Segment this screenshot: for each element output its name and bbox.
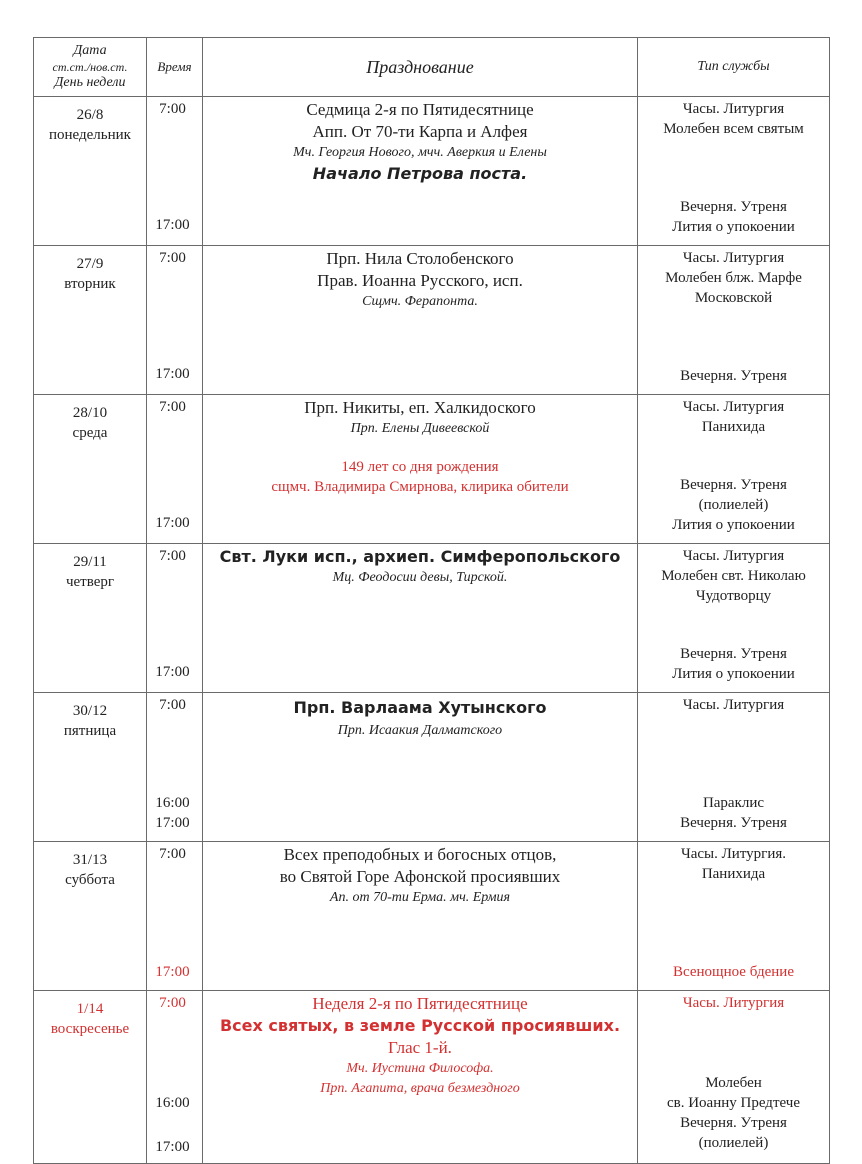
celebration-cell — [203, 991, 638, 1164]
celebration-cell — [203, 246, 638, 395]
celebration-line: Апп. От 70-ти Карпа и Алфея — [312, 122, 528, 141]
time: 17:00 — [155, 515, 190, 531]
service-line: Вечерня. Утреня — [680, 199, 787, 215]
time: 17:00 — [155, 815, 190, 831]
service-cell — [638, 395, 830, 544]
time: 17:00 — [155, 964, 190, 980]
weekday: вторник — [64, 276, 116, 292]
weekday: воскресенье — [50, 1021, 130, 1037]
time: 17:00 — [155, 366, 190, 382]
time-cell — [147, 991, 203, 1164]
schedule-table — [33, 37, 830, 1164]
celebration-line: Ап. от 70-ти Ерма. мч. Ермия — [329, 890, 511, 905]
time: 7:00 — [159, 399, 186, 415]
celebration-line: Свт. Луки исп., архиеп. Симферопольского — [219, 547, 621, 566]
celebration-line: Седмица 2-я по Пятидесятнице — [306, 100, 534, 119]
weekday: пятница — [63, 723, 117, 739]
date: 26/8 — [76, 107, 104, 123]
header-date — [34, 38, 147, 97]
table-row — [34, 544, 830, 693]
date: 31/13 — [72, 852, 108, 868]
service-line: Лития о упокоении — [672, 219, 795, 235]
time-cell — [147, 544, 203, 693]
service-line: (полиелей) — [698, 497, 769, 513]
time: 7:00 — [159, 995, 186, 1011]
celebration-cell — [203, 97, 638, 246]
table-row — [34, 395, 830, 544]
celebration-line: 149 лет со дня рождения — [341, 459, 499, 475]
header-date-line1: Дата — [73, 43, 107, 58]
table-row — [34, 693, 830, 842]
time: 17:00 — [155, 664, 190, 680]
service-line: Часы. Литургия — [682, 399, 785, 415]
table-row — [34, 97, 830, 246]
date-cell — [34, 544, 147, 693]
service-line: Молебен — [705, 1075, 762, 1091]
celebration-line: Прп. Нила Столобенского — [326, 249, 514, 268]
date: 30/12 — [72, 703, 108, 719]
celebration-line: Неделя 2-я по Пятидесятнице — [312, 994, 528, 1013]
celebration-line: Прп. Елены Дивеевской — [350, 421, 490, 436]
time: 17:00 — [155, 217, 190, 233]
service-line: Всенощное бдение — [673, 964, 794, 980]
date-cell — [34, 842, 147, 991]
celebration-line: Прп. Исаакия Далматского — [337, 723, 503, 738]
service-line: Вечерня. Утреня — [680, 815, 787, 831]
time: 7:00 — [159, 548, 186, 564]
celebration-cell — [203, 544, 638, 693]
time: 16:00 — [155, 795, 190, 811]
service-line: Вечерня. Утреня — [680, 646, 787, 662]
service-line: Молебен свт. Николаю — [661, 568, 806, 584]
service-line: Молебен всем святым — [663, 121, 804, 137]
service-line: Часы. Литургия — [682, 548, 785, 564]
time: 17:00 — [155, 1139, 190, 1155]
celebration-cell — [203, 395, 638, 544]
service-cell — [638, 693, 830, 842]
service-line: Панихида — [701, 419, 766, 435]
header-date-line3: День недели — [54, 75, 126, 90]
header-service-type: Тип службы — [638, 38, 830, 97]
service-line: Часы. Литургия — [682, 995, 785, 1011]
schedule-sheet — [33, 37, 829, 1155]
weekday: понедельник — [49, 127, 131, 143]
celebration-line: Всех преподобных и богосных отцов, — [283, 845, 557, 864]
celebration-line: Мч. Иустина Философа. — [346, 1061, 494, 1076]
table-row — [34, 842, 830, 991]
time-cell — [147, 246, 203, 395]
service-line: Вечерня. Утреня — [680, 477, 787, 493]
celebration-cell — [203, 842, 638, 991]
service-line: Вечерня. Утреня — [680, 368, 787, 384]
date-cell — [34, 97, 147, 246]
time: 16:00 — [155, 1095, 190, 1111]
service-line: Часы. Литургия — [682, 250, 785, 266]
celebration-line: Начало Петрова поста. — [312, 164, 528, 183]
date: 29/11 — [73, 554, 107, 570]
date-cell — [34, 693, 147, 842]
celebration-line: Прп. Агапита, врача безмездного — [320, 1081, 520, 1096]
service-line: Вечерня. Утреня — [680, 1115, 787, 1131]
service-line: Чудотворцу — [695, 588, 772, 604]
service-line: Лития о упокоении — [672, 666, 795, 682]
time: 7:00 — [159, 250, 186, 266]
celebration-line: Мч. Георгия Нового, мчч. Аверкия и Елены — [293, 145, 547, 160]
service-line: (полиелей) — [698, 1135, 769, 1151]
date: 1/14 — [76, 1001, 104, 1017]
header-celebration: Празднование — [203, 38, 638, 97]
service-cell — [638, 246, 830, 395]
date: 28/10 — [72, 405, 108, 421]
celebration-line: Прп. Никиты, еп. Халкидоского — [304, 398, 536, 417]
service-line: Параклис — [702, 795, 765, 811]
celebration-line: сщмч. Владимира Смирнова, клирика обители — [271, 479, 569, 495]
date-cell — [34, 246, 147, 395]
time: 7:00 — [159, 101, 186, 117]
service-cell — [638, 97, 830, 246]
service-line: Молебен блж. Марфе — [665, 270, 802, 286]
table-row — [34, 246, 830, 395]
service-line: Московской — [694, 290, 773, 306]
header-date-line2: ст.ст./нов.ст. — [52, 60, 128, 74]
header-row — [34, 38, 830, 97]
service-line: св. Иоанну Предтече — [666, 1095, 800, 1111]
service-cell — [638, 842, 830, 991]
header-time: Время — [147, 38, 203, 97]
celebration-line: Прп. Варлаама Хутынского — [293, 698, 547, 717]
service-line: Панихида — [701, 866, 766, 882]
service-line: Часы. Литургия — [682, 697, 785, 713]
date: 27/9 — [76, 256, 104, 272]
service-cell — [638, 991, 830, 1164]
time-cell — [147, 97, 203, 246]
service-cell — [638, 544, 830, 693]
weekday: суббота — [65, 872, 115, 888]
celebration-cell — [203, 693, 638, 842]
celebration-line: Прав. Иоанна Русского, исп. — [317, 271, 523, 290]
celebration-line: Мц. Феодосии девы, Тирской. — [332, 570, 508, 585]
time-cell — [147, 842, 203, 991]
time-cell — [147, 693, 203, 842]
service-line: Часы. Литургия. — [680, 846, 787, 862]
service-line: Лития о упокоении — [672, 517, 795, 533]
date-cell — [34, 991, 147, 1164]
table-row — [34, 991, 830, 1164]
date-cell — [34, 395, 147, 544]
spacer — [203, 439, 637, 457]
celebration-line: Сщмч. Ферапонта. — [362, 294, 478, 309]
weekday: четверг — [65, 574, 115, 590]
celebration-line: Всех святых, в земле Русской просиявших. — [219, 1016, 621, 1035]
weekday: среда — [72, 425, 108, 441]
time-cell — [147, 395, 203, 544]
service-line: Часы. Литургия — [682, 101, 785, 117]
celebration-line: во Святой Горе Афонской просиявших — [279, 867, 561, 886]
celebration-line: Глас 1-й. — [388, 1038, 452, 1057]
time: 7:00 — [159, 846, 186, 862]
time: 7:00 — [159, 697, 186, 713]
